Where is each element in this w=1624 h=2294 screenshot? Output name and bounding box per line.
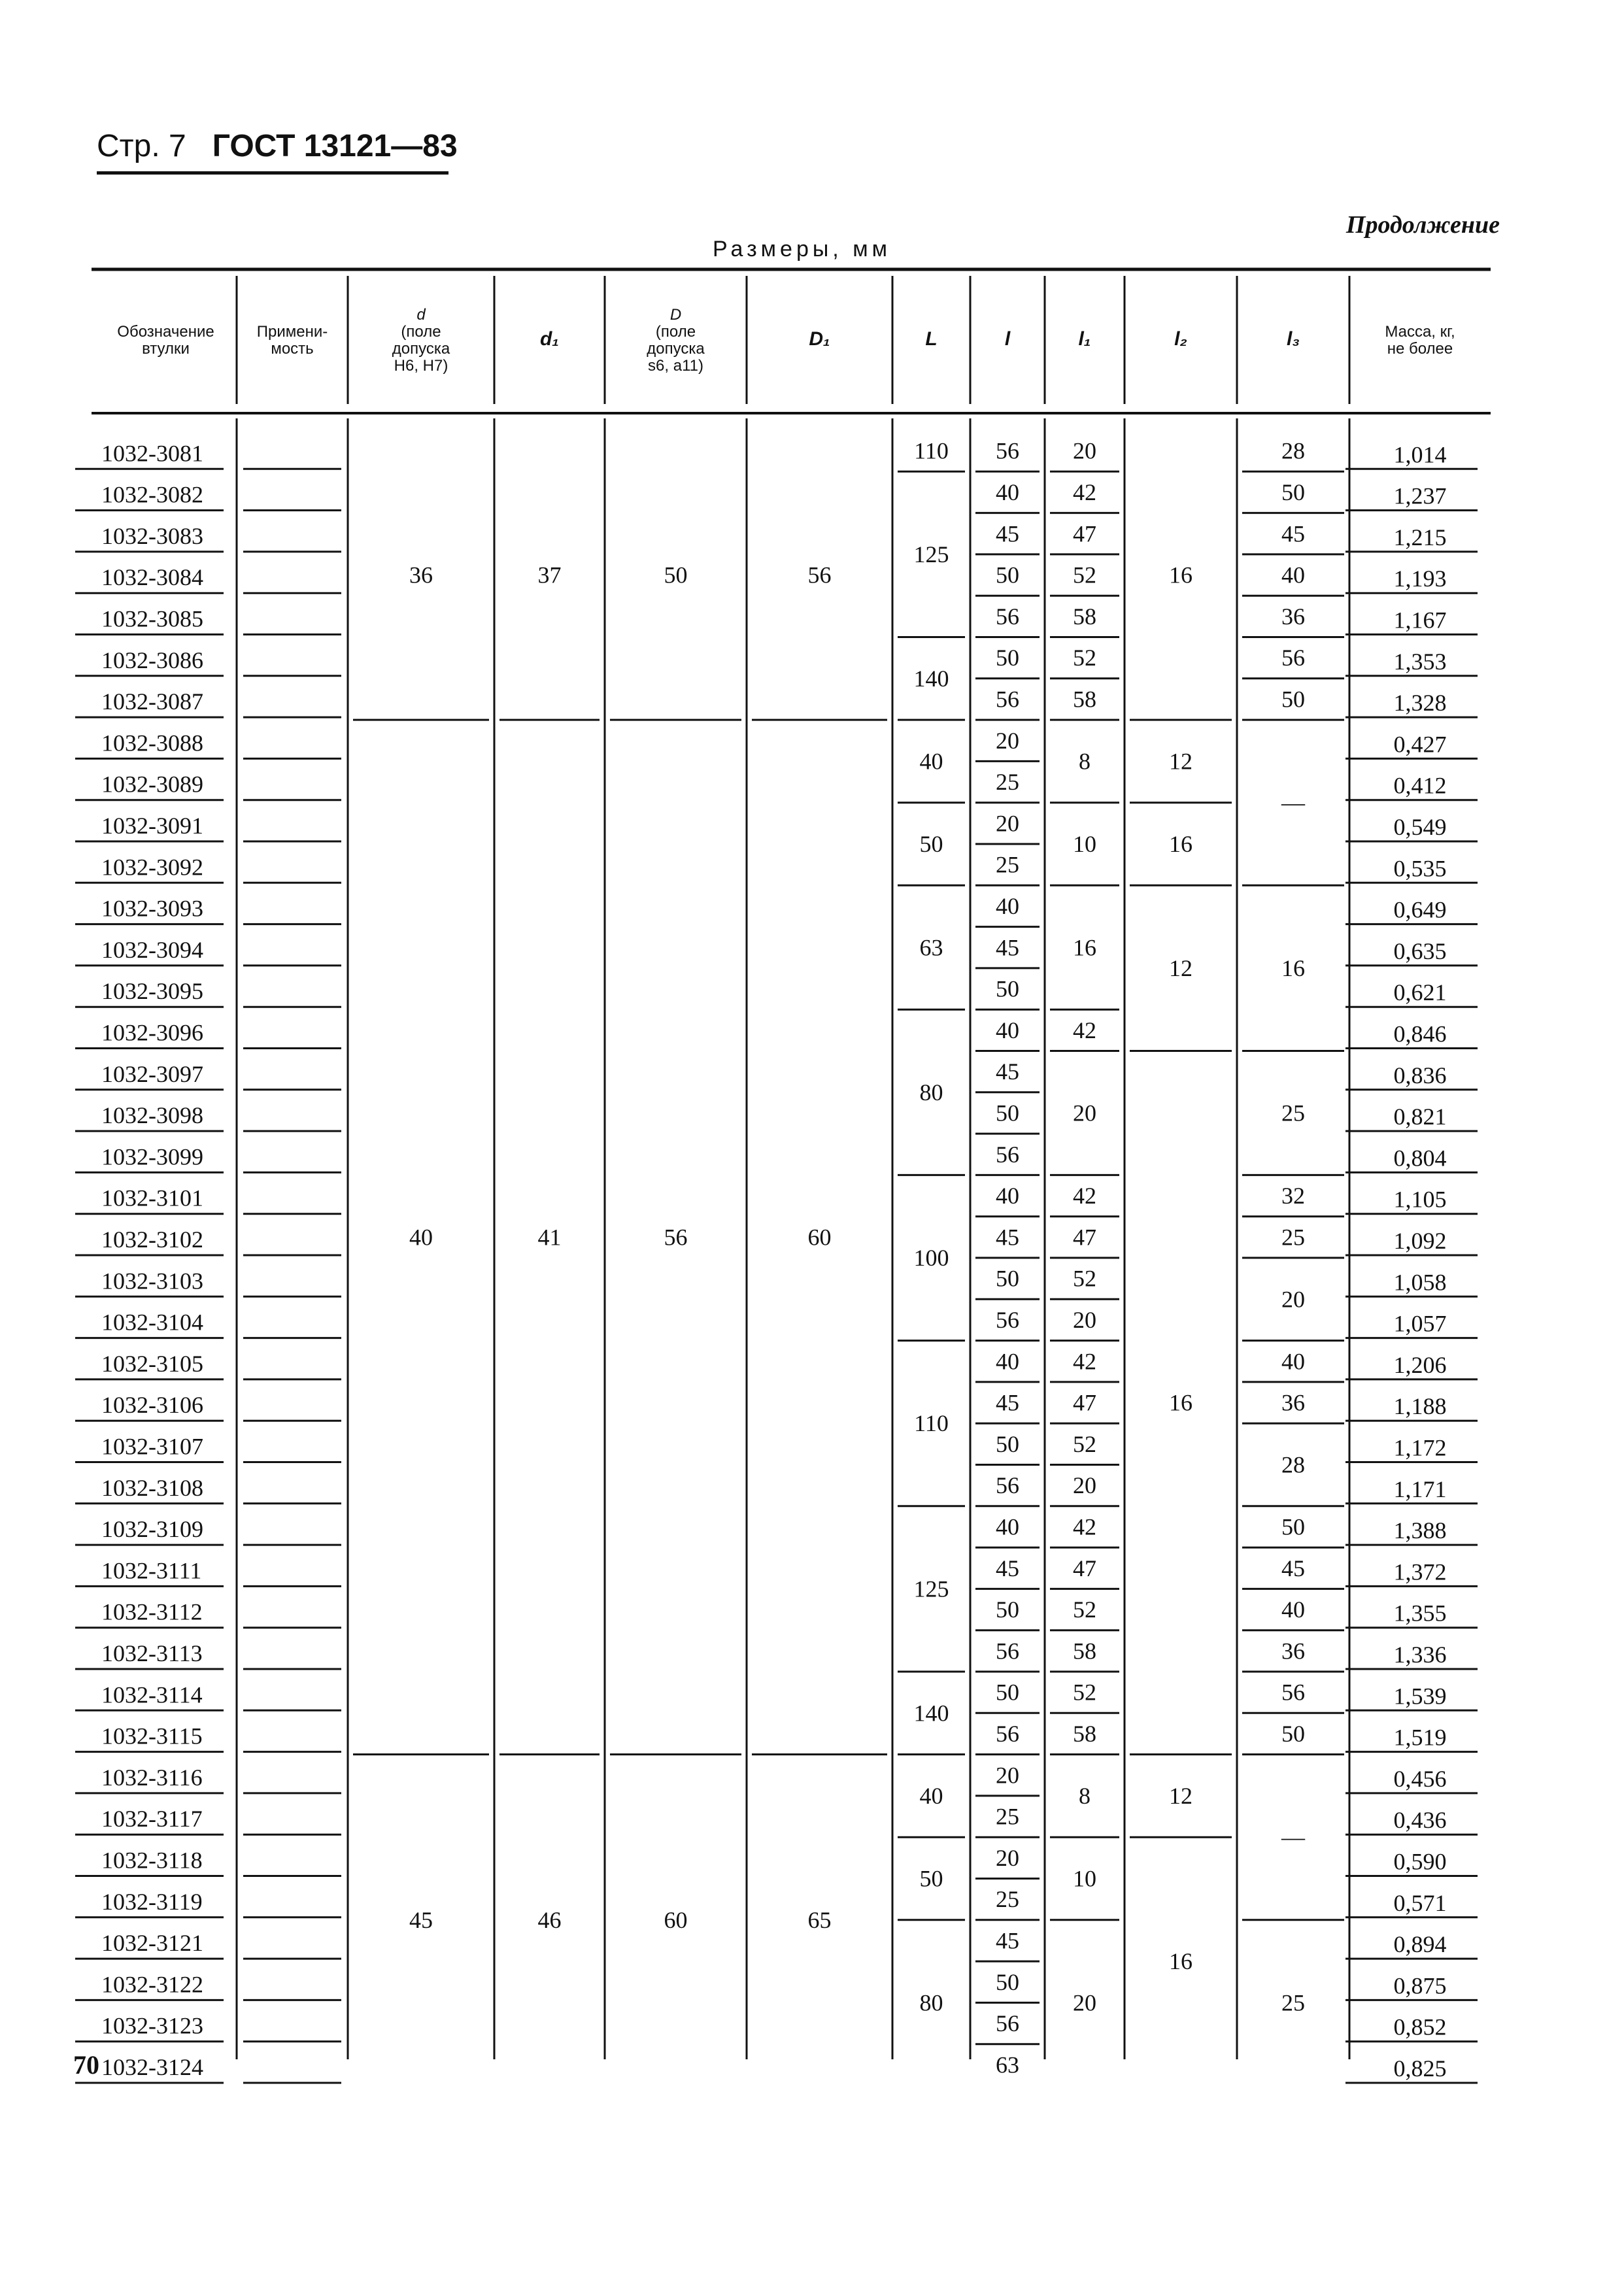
cell-l: 45 [996,1389,1019,1416]
cell-l3: 20 [1281,1286,1305,1313]
code-cell: 1032-3084 [101,564,203,591]
cell-mass: 1,172 [1393,1434,1447,1461]
cell-mass: 0,836 [1393,1062,1447,1088]
code-cell: 1032-3083 [101,522,203,549]
cell-l1: 52 [1073,1265,1096,1292]
cell-mass: 0,804 [1393,1145,1447,1172]
cell-l3: 50 [1281,1513,1305,1540]
cell-l3: 56 [1281,1679,1305,1706]
cell-l3: 25 [1281,1100,1305,1126]
cell-l3: 50 [1281,1720,1305,1747]
column-header-D: D [669,306,682,324]
cell-l3: 50 [1281,686,1305,713]
cell-l1: 52 [1073,562,1096,588]
cell-mass: 0,635 [1393,937,1447,964]
cell-mass: 1,057 [1393,1310,1447,1337]
cell-l2: 16 [1169,562,1193,588]
column-header-mass: не более [1387,340,1453,358]
cell-D1: 60 [807,1224,832,1251]
cell-l1: 52 [1073,1679,1096,1706]
page-label: Стр. 7 [97,129,186,163]
cell-mass: 0,535 [1393,855,1447,882]
code-cell: 1032-3102 [101,1226,203,1253]
cell-L: 40 [919,748,943,775]
cell-l1: 42 [1073,1017,1096,1043]
cell-l: 45 [996,1058,1019,1085]
cell-d1: 41 [537,1224,562,1251]
cell-mass: 0,456 [1393,1765,1447,1792]
cell-l1: 20 [1073,437,1096,464]
cell-l2: 12 [1169,1782,1193,1809]
column-header-D: допуска [647,340,705,358]
column-header-l3: l₃ [1287,328,1300,350]
cell-mass: 1,388 [1393,1517,1447,1544]
cell-l1: 47 [1073,1224,1096,1251]
cell-l1: 58 [1073,1720,1096,1747]
cell-l1: 58 [1073,686,1096,713]
cell-D: 56 [664,1224,688,1251]
cell-mass: 1,014 [1393,441,1447,468]
cell-L: 110 [914,1410,949,1437]
cell-l3: — [1281,1824,1305,1851]
cell-l: 63 [996,2051,1019,2078]
cell-mass: 0,852 [1393,2014,1447,2040]
cell-mass: 1,328 [1393,690,1447,717]
column-header-use: Примени- [256,323,328,341]
cell-l3: 40 [1281,1596,1305,1623]
cell-mass: 1,355 [1393,1600,1447,1627]
code-cell: 1032-3087 [101,688,203,715]
cell-l: 50 [996,975,1019,1002]
page-number: 70 [73,2050,99,2080]
cell-D1: 56 [807,562,832,588]
cell-l1: 42 [1073,1183,1096,1209]
cell-l: 40 [996,1513,1019,1540]
cell-l: 25 [996,1886,1019,1913]
cell-l2: 12 [1169,748,1193,775]
cell-l1: 20 [1073,1306,1096,1333]
cell-L: 50 [919,831,943,857]
cell-l: 45 [996,934,1019,961]
cell-d: 36 [409,562,433,588]
cell-l: 50 [996,1968,1019,1995]
cell-l1: 10 [1073,1865,1096,1892]
code-cell: 1032-3096 [101,1019,203,1046]
column-header-use: мость [271,340,314,358]
cell-mass: 1,336 [1393,1642,1447,1668]
cell-mass: 1,188 [1393,1393,1447,1420]
cell-l2: 16 [1169,1389,1193,1416]
cell-mass: 1,237 [1393,482,1447,509]
cell-l1: 58 [1073,1638,1096,1664]
cell-mass: 1,519 [1393,1724,1447,1751]
cell-d: 40 [409,1224,433,1251]
cell-l: 56 [996,1472,1019,1499]
cell-l: 20 [996,810,1019,837]
code-cell: 1032-3108 [101,1474,203,1501]
cell-l: 20 [996,727,1019,754]
column-header-d1: d₁ [540,328,559,350]
code-cell: 1032-3089 [101,771,203,798]
code-cell: 1032-3104 [101,1309,203,1336]
cell-l1: 8 [1079,748,1091,775]
cell-mass: 1,353 [1393,648,1447,675]
cell-mass: 0,621 [1393,979,1447,1006]
continuation-label: Продолжение [1345,211,1500,239]
cell-l: 20 [996,1762,1019,1789]
cell-l3: 45 [1281,1555,1305,1581]
cell-l1: 47 [1073,1389,1096,1416]
cell-D1: 65 [807,1906,832,1933]
column-header-D: s6, a11) [648,357,703,375]
cell-mass: 1,372 [1393,1559,1447,1585]
cell-l3: 16 [1281,954,1305,981]
code-cell: 1032-3109 [101,1516,203,1543]
code-cell: 1032-3091 [101,813,203,839]
cell-L: 40 [919,1782,943,1809]
cell-mass: 0,571 [1393,1889,1447,1916]
cell-l: 50 [996,645,1019,671]
cell-mass: 0,821 [1393,1104,1447,1130]
cell-l: 56 [996,686,1019,713]
cell-l3: 36 [1281,1638,1305,1664]
cell-l1: 47 [1073,520,1096,547]
code-cell: 1032-3098 [101,1102,203,1129]
code-cell: 1032-3085 [101,605,203,632]
cell-l: 50 [996,1679,1019,1706]
cell-mass: 1,193 [1393,565,1447,592]
cell-l3: 25 [1281,1989,1305,2016]
cell-l3: 36 [1281,1389,1305,1416]
cell-mass: 0,875 [1393,1972,1447,1999]
cell-l1: 52 [1073,1596,1096,1623]
cell-mass: 1,058 [1393,1269,1447,1296]
cell-L: 125 [913,541,949,567]
cell-l: 56 [996,1141,1019,1168]
cell-l3: — [1281,789,1305,816]
cell-l3: 28 [1281,1451,1305,1478]
code-cell: 1032-3118 [101,1847,203,1874]
code-cell: 1032-3081 [101,440,203,467]
column-header-d: Н6, Н7) [394,357,448,375]
cell-l3: 40 [1281,562,1305,588]
code-cell: 1032-3116 [101,1764,203,1791]
cell-l1: 20 [1073,1100,1096,1126]
code-cell: 1032-3117 [101,1806,203,1832]
cell-D: 60 [664,1906,688,1933]
code-cell: 1032-3082 [101,481,203,508]
column-header-mass: Масса, кг, [1385,323,1455,341]
code-cell: 1032-3121 [101,1930,203,1957]
cell-l: 25 [996,769,1019,796]
cell-l: 56 [996,1306,1019,1333]
code-cell: 1032-3115 [101,1723,203,1749]
cell-mass: 0,427 [1393,731,1447,758]
code-cell: 1032-3086 [101,647,203,673]
cell-l1: 52 [1073,1430,1096,1457]
cell-l2: 12 [1169,954,1193,981]
cell-l: 50 [996,1430,1019,1457]
code-cell: 1032-3097 [101,1060,203,1087]
code-cell: 1032-3088 [101,730,203,756]
code-cell: 1032-3122 [101,1971,203,1998]
cell-l3: 28 [1281,437,1305,464]
code-cell: 1032-3094 [101,936,203,963]
cell-mass: 0,894 [1393,1931,1447,1958]
cell-l: 56 [996,603,1019,630]
cell-mass: 1,171 [1393,1476,1447,1502]
cell-l1: 10 [1073,831,1096,857]
cell-mass: 1,215 [1393,524,1447,550]
cell-L: 80 [919,1989,943,2016]
cell-mass: 0,590 [1393,1848,1447,1875]
cell-d1: 37 [537,562,562,588]
cell-mass: 0,436 [1393,1807,1447,1834]
code-cell: 1032-3093 [101,895,203,922]
cell-l: 56 [996,1720,1019,1747]
cell-mass: 1,092 [1393,1228,1447,1254]
cell-l3: 50 [1281,479,1305,505]
code-cell: 1032-3103 [101,1268,203,1294]
cell-L: 100 [913,1245,949,1271]
column-header-code: втулки [142,340,190,358]
cell-L: 140 [913,1700,949,1727]
cell-l1: 42 [1073,479,1096,505]
column-header-d: (поле [401,323,441,341]
cell-l2: 16 [1169,831,1193,857]
cell-l: 40 [996,1183,1019,1209]
cell-mass: 0,412 [1393,772,1447,799]
cell-l3: 25 [1281,1224,1305,1251]
cell-l3: 40 [1281,1348,1305,1375]
cell-l2: 16 [1169,1948,1193,1975]
cell-mass: 1,539 [1393,1683,1447,1710]
column-header-code: Обозначение [117,323,214,341]
standard-label: ГОСТ 13121—83 [212,129,458,163]
cell-l3: 32 [1281,1183,1305,1209]
cell-l3: 45 [1281,520,1305,547]
cell-d: 45 [409,1906,433,1933]
cell-L: 125 [913,1576,949,1602]
cell-l1: 47 [1073,1555,1096,1581]
cell-l: 56 [996,1638,1019,1664]
code-cell: 1032-3101 [101,1185,203,1211]
code-cell: 1032-3124 [101,2054,203,2080]
code-cell: 1032-3111 [101,1557,202,1584]
code-cell: 1032-3112 [101,1598,203,1625]
cell-l: 50 [996,1596,1019,1623]
cell-l: 56 [996,437,1019,464]
cell-l: 40 [996,479,1019,505]
cell-l: 40 [996,892,1019,919]
cell-L: 110 [914,437,949,464]
code-cell: 1032-3095 [101,978,203,1005]
cell-l: 45 [996,1224,1019,1251]
column-header-l2: l₂ [1174,328,1187,350]
cell-l: 56 [996,2010,1019,2037]
cell-mass: 1,206 [1393,1351,1447,1378]
code-cell: 1032-3092 [101,854,203,881]
cell-l: 20 [996,1844,1019,1871]
code-cell: 1032-3123 [101,2012,203,2039]
column-header-l: l [1004,328,1011,350]
code-cell: 1032-3106 [101,1392,203,1419]
cell-L: 50 [919,1865,943,1892]
cell-l3: 36 [1281,603,1305,630]
cell-l1: 8 [1079,1782,1091,1809]
column-header-D: (поле [655,323,696,341]
cell-l: 25 [996,851,1019,878]
cell-l: 40 [996,1348,1019,1375]
cell-l1: 52 [1073,645,1096,671]
cell-l1: 20 [1073,1989,1096,2016]
cell-mass: 1,105 [1393,1186,1447,1213]
cell-l1: 42 [1073,1513,1096,1540]
cell-mass: 1,167 [1393,607,1447,633]
cell-mass: 0,825 [1393,2055,1447,2082]
cell-D: 50 [664,562,688,588]
cell-l: 25 [996,1803,1019,1830]
cell-L: 80 [919,1079,943,1105]
cell-L: 140 [913,665,949,692]
column-header-d: допуска [392,340,450,358]
code-cell: 1032-3105 [101,1350,203,1377]
cell-L: 63 [919,934,943,961]
cell-l1: 16 [1073,934,1096,961]
cell-l: 45 [996,1927,1019,1954]
cell-l1: 42 [1073,1348,1096,1375]
cell-l: 50 [996,1265,1019,1292]
cell-l: 40 [996,1017,1019,1043]
cell-d1: 46 [537,1906,562,1933]
code-cell: 1032-3107 [101,1433,203,1460]
cell-l3: 56 [1281,645,1305,671]
column-header-l1: l₁ [1078,328,1091,350]
cell-mass: 0,549 [1393,814,1447,840]
cell-l: 45 [996,1555,1019,1581]
code-cell: 1032-3119 [101,1888,203,1915]
code-cell: 1032-3099 [101,1143,203,1170]
cell-l: 50 [996,1100,1019,1126]
cell-mass: 0,649 [1393,896,1447,923]
column-header-L: L [925,328,938,350]
code-cell: 1032-3113 [101,1640,203,1666]
cell-l1: 20 [1073,1472,1096,1499]
cell-l: 50 [996,562,1019,588]
cell-l1: 58 [1073,603,1096,630]
code-cell: 1032-3114 [101,1681,203,1708]
dimensions-caption: Размеры, мм [713,237,891,261]
column-header-d: d [416,306,426,324]
column-header-D1: D₁ [809,328,830,350]
cell-l: 45 [996,520,1019,547]
cell-mass: 0,846 [1393,1020,1447,1047]
